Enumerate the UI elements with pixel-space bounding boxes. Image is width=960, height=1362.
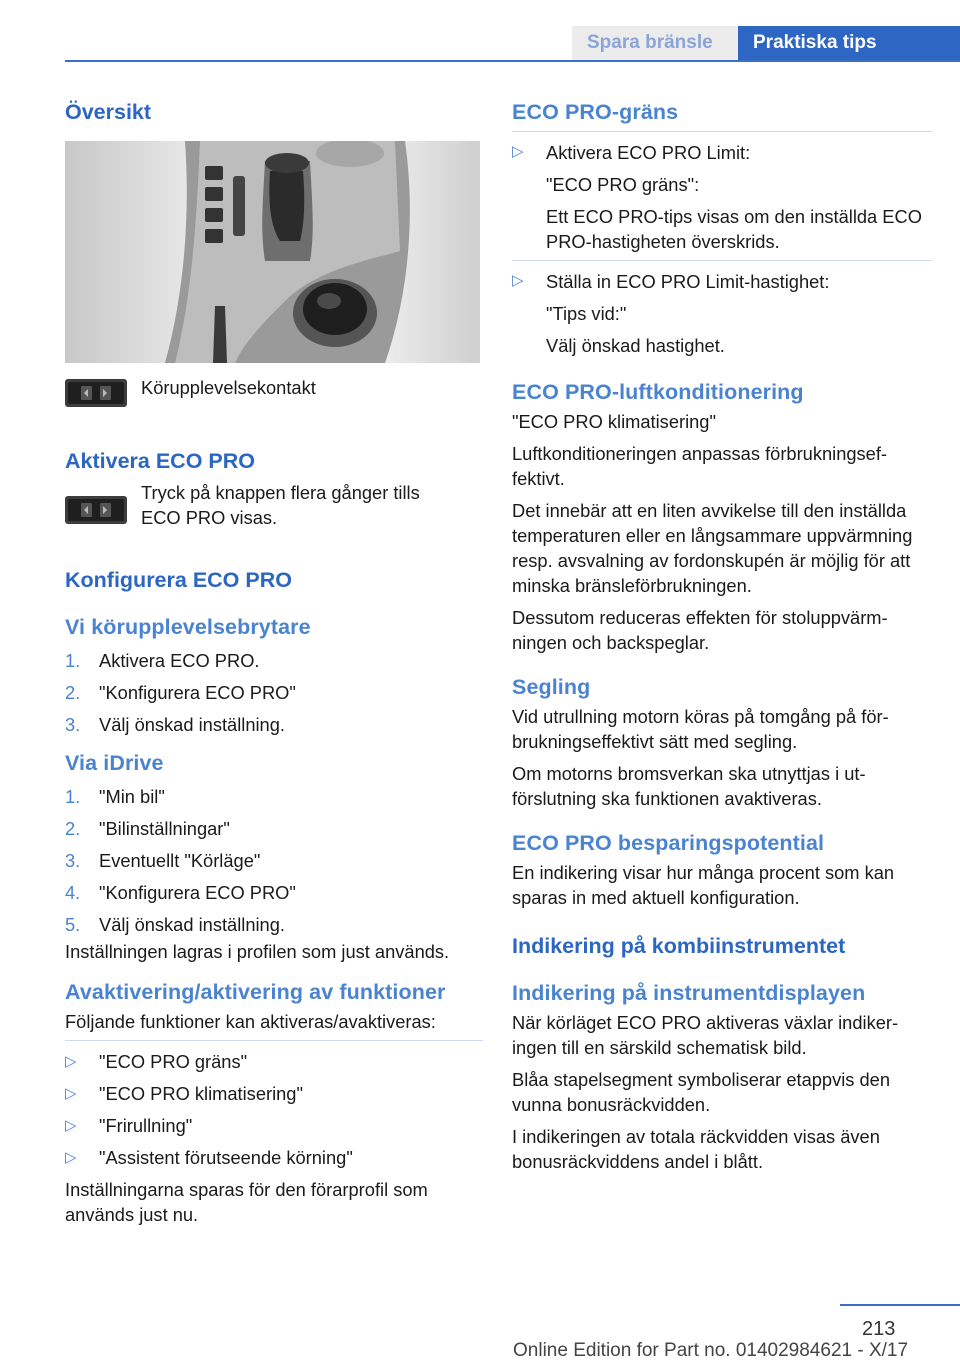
display-title: Indikering på instrumentdisplayen <box>512 981 866 1005</box>
deact-outro: Inställningarna sparas för den förarprofil som används just nu. <box>65 1179 428 1225</box>
deact-intro: Följande funktioner kan aktiveras/avaktiveras: <box>65 1011 436 1032</box>
list-item: 1. "Min bil" <box>65 786 165 807</box>
cluster-title: Indikering på kombiinstrumentet <box>512 934 846 958</box>
photo-caption: Körupplevelsekontakt <box>141 376 316 398</box>
limit-item-1-sub1: "ECO PRO gräns": <box>546 174 700 195</box>
idrive-steps <box>65 784 483 937</box>
header-rule <box>65 60 960 62</box>
list-item: 5. Välj önskad inställning. <box>65 914 285 935</box>
display-p3: I indikeringen av totala räckvidden visas även bonusräckviddens andel i blått. <box>512 1126 880 1172</box>
footer-rule <box>840 1304 960 1306</box>
footer-edition: Online Edition for Part no. 01402984621 - X/17 <box>513 1340 909 1361</box>
limit-item-2: ▷ Ställa in ECO PRO Limit-hastighet: "Tips vid:" Välj önskad hastighet. <box>512 271 830 356</box>
configure-title: Konfigurera ECO PRO <box>65 568 292 592</box>
page-number: 213 <box>862 1318 896 1340</box>
limit-item-1-sub2: Ett ECO PRO-tips visas om den inställda ECO PRO-hastigheten överskrids. <box>546 206 922 252</box>
list-item: ▷ "Assistent förutseende körning" <box>65 1147 353 1168</box>
coast-p1: Vid utrullning motorn köras på tomgång på förbrukningseffektivt sätt med segling. <box>512 706 889 752</box>
deact-items <box>65 1049 483 1170</box>
switch-title: Vi körupplevelsebrytare <box>65 615 311 639</box>
deact-title: Avaktivering/aktivering av funktioner <box>65 980 446 1004</box>
ac-title: ECO PRO-luftkonditionering <box>512 380 804 404</box>
limit-title: ECO PRO-gräns <box>512 100 679 124</box>
limit-item-2-sub1: "Tips vid:" <box>546 303 627 324</box>
list-item: 1. Aktivera ECO PRO. <box>65 650 260 671</box>
list-item: 2. "Konfigurera ECO PRO" <box>65 682 296 703</box>
list-item: ▷ "Frirullning" <box>65 1115 193 1136</box>
driving-experience-switch-icon <box>65 379 127 407</box>
limit-item-2-sub2: Välj önskad hastighet. <box>546 335 725 356</box>
header-tab-active-label: Praktiska tips <box>753 32 877 53</box>
console-photo <box>65 141 480 363</box>
activate-text: Tryck på knappen flera gånger tills ECO PRO visas. <box>141 482 420 528</box>
ac-p1: "ECO PRO klimatisering" <box>512 411 716 432</box>
coast-title: Segling <box>512 675 591 699</box>
list-item: ▷ "ECO PRO klimatisering" <box>65 1083 303 1104</box>
coast-p2: Om motorns bromsverkan ska utnyttjas i utförslutning ska funktionen avaktiveras. <box>512 763 866 809</box>
activate-row <box>65 480 483 530</box>
left-column <box>65 100 483 1227</box>
divider <box>65 1040 483 1041</box>
divider <box>512 131 932 132</box>
ac-p2: Luftkonditioneringen anpassas förbrukningseffektivt. <box>512 443 888 489</box>
ac-p4: Dessutom reduceras effekten för stoluppvärmningen och backspeglar. <box>512 607 888 653</box>
driving-experience-switch-icon-2 <box>65 496 127 524</box>
saved-text: Inställningen lagras i profilen som just används. <box>65 941 450 962</box>
display-p2: Blåa stapelsegment symboliserar etappvis den vunna bonusräckvidden. <box>512 1069 891 1115</box>
display-p1: När körläget ECO PRO aktiveras växlar indikeringen till en särskild schematisk bild. <box>512 1012 899 1058</box>
idrive-title: Via iDrive <box>65 751 164 775</box>
limit-item-1-main: Aktivera ECO PRO Limit: <box>546 142 751 163</box>
limit-item-2-main: Ställa in ECO PRO Limit-hastighet: <box>546 271 830 292</box>
switch-steps <box>65 648 483 737</box>
console-photo-image <box>65 141 480 363</box>
savings-title: ECO PRO besparingspotential <box>512 831 825 855</box>
list-item: 4. "Konfigurera ECO PRO" <box>65 882 296 903</box>
divider <box>512 260 932 261</box>
list-item: 2. "Bilinställningar" <box>65 818 230 839</box>
overview-title: Översikt <box>65 100 152 124</box>
list-item: 3. Eventuellt "Körläge" <box>65 850 261 871</box>
list-item: ▷ "ECO PRO gräns" <box>65 1051 248 1072</box>
savings-p1: En indikering visar hur många procent som kan sparas in med aktuell konfiguration. <box>512 862 895 908</box>
ac-p3: Det innebär att en liten avvikelse till den inställda temperaturen eller en långsammare uppvärmning resp. avsvalning av fordonskupén är möjlig för att minska bränsleförbrukningen. <box>512 500 913 596</box>
right-column <box>512 100 932 1174</box>
activate-title: Aktivera ECO PRO <box>65 449 255 473</box>
caption-row <box>65 376 483 407</box>
list-item: 3. Välj önskad inställning. <box>65 714 285 735</box>
header-tab-inactive-label: Spara bränsle <box>587 32 713 53</box>
limit-item-1: ▷ Aktivera ECO PRO Limit: "ECO PRO gräns": Ett ECO PRO-tips visas om den inställda ECO PRO-hastigheten överskrids. <box>512 140 932 254</box>
